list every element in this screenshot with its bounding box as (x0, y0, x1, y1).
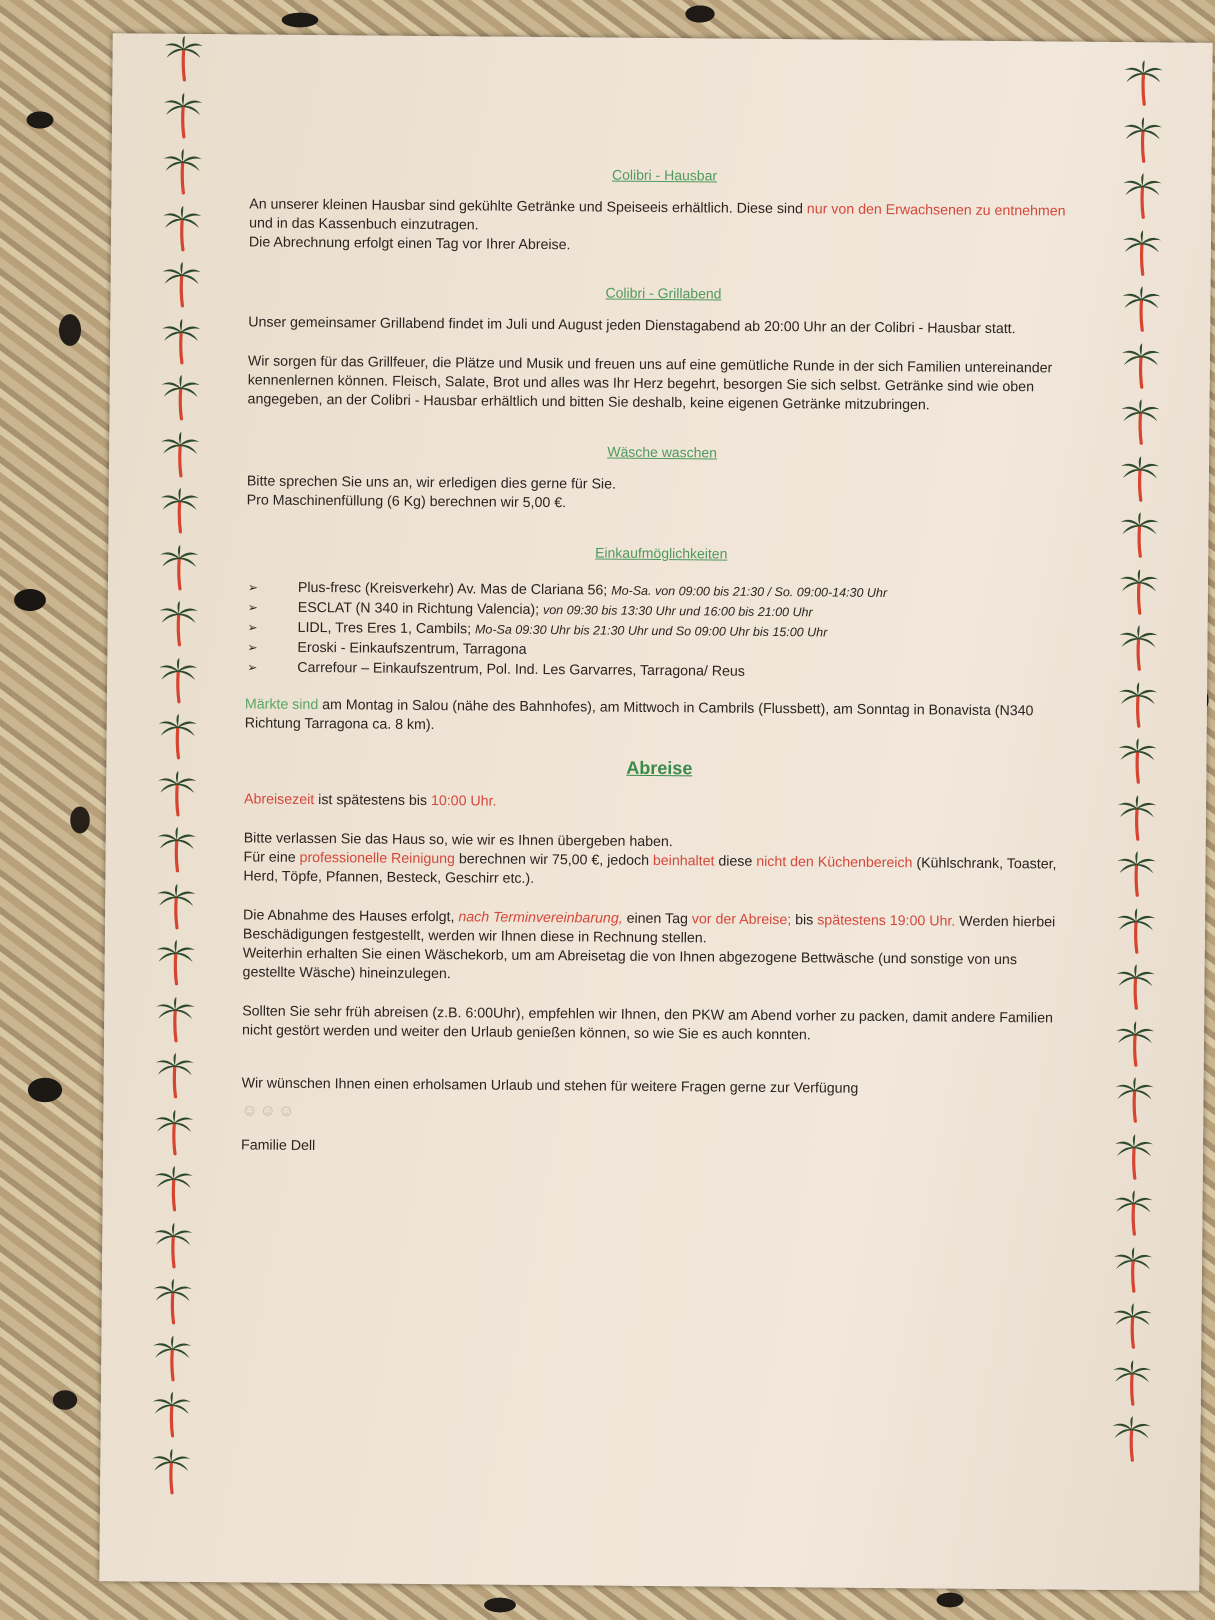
hausbar-line1-end: und in das Kassenbuch einzutragen. (249, 215, 479, 234)
palm-tree-icon (1115, 908, 1157, 954)
palm-tree-icon (1120, 343, 1162, 389)
palm-tree-icon (159, 431, 201, 477)
palm-tree-icon (155, 827, 197, 873)
grillabend-para2: Wir sorgen für das Grillfeuer, die Plätze und Musik und freuen uns auf eine gemütliche Runde in der sich Familien untereinander kennenlernen können. Fleisch, Salate, Brot und alles was Ihr Herz begehrt, besorgen Sie sich selbst. Getränke sind wie oben angegeben, an der Colibri - Hausbar erhältlich und bitten Sie deshalb, keine eigenen Getränke mitzubringen. (247, 353, 1053, 414)
palm-tree-icon (1121, 173, 1163, 219)
cleaning-text: Für eine (243, 849, 300, 866)
palm-tree-icon (152, 1222, 194, 1268)
palm-tree-icon (162, 36, 204, 82)
palm-tree-icon (1122, 60, 1164, 106)
palm-tree-icon (160, 262, 202, 308)
palm-tree-icon (1116, 738, 1158, 784)
abreise-cleaning (243, 829, 1073, 893)
hausbar-adults-only: nur von den Erwachsenen zu entnehmen (806, 201, 1066, 220)
inspection-appointment: nach Terminvereinbarung, (458, 909, 623, 927)
palm-tree-icon (156, 714, 198, 760)
shop-name: ESCLAT (N 340 in Richtung Valencia); (297, 599, 544, 619)
palm-tree-icon (152, 1166, 194, 1212)
departure-time-label: Abreisezeit (244, 791, 315, 809)
signature: Familie Dell (241, 1137, 316, 1155)
palm-tree-icon (1116, 795, 1158, 841)
inspection-latest: spätestens 19:00 Uhr. (817, 912, 956, 930)
shop-name: LIDL, Tres Eres 1, Cambils; (297, 619, 476, 638)
hausbar-line1: An unserer kleinen Hausbar sind gekühlte Getränke und Speiseeis erhältlich. Diese sind (249, 196, 807, 218)
cleaning-includes: beinhaltet (652, 852, 715, 870)
palm-tree-icon (1118, 569, 1160, 615)
palm-tree-icon (161, 149, 203, 195)
inspection-text-2: einen Tag (622, 910, 692, 928)
palm-tree-icon (1113, 1077, 1155, 1123)
palm-tree-icon (157, 657, 199, 703)
palm-tree-icon (158, 544, 200, 590)
palm-tree-icon (1117, 682, 1159, 728)
palm-tree-icon (153, 1109, 195, 1155)
bullet-arrow-icon: ➢ (247, 660, 258, 675)
palm-tree-icon (1114, 1021, 1156, 1067)
palm-tree-icon (159, 375, 201, 421)
palm-tree-icon (1118, 512, 1160, 558)
palm-tree-icon (1122, 117, 1164, 163)
inspection-text-3: bis (791, 912, 818, 929)
palm-tree-icon (153, 1053, 195, 1099)
departure-time-value: 10:00 Uhr. (430, 793, 497, 810)
waesche-line2: Pro Maschinenfüllung (6 Kg) berechnen wir 5,00 €. (246, 492, 567, 512)
palm-tree-icon (155, 883, 197, 929)
markets-detail: am Montag in Salou (nähe des Bahnhofes), am Mittwoch in Cambrils (Flussbett), am Sonntag in Bonavista (N340 Richtung Tarragona ca. 8 km). (244, 697, 1034, 734)
palm-tree-icon (1119, 399, 1161, 445)
palm-tree-icon (1115, 851, 1157, 897)
palm-tree-icon (1111, 1359, 1153, 1405)
palm-tree-icon (151, 1335, 193, 1381)
notice-sheet (99, 33, 1212, 1591)
palm-tree-icon (1117, 625, 1159, 671)
bullet-arrow-icon: ➢ (247, 600, 258, 615)
cleaning-price: berechnen wir 75,00 €, jedoch (454, 851, 654, 869)
palm-tree-icon (154, 996, 196, 1042)
palm-tree-icon (1113, 1134, 1155, 1180)
cleaning-kitchen-items: (Kühlschrank, Toaster, Herd, Töpfe, Pfannen, Besteck, Geschirr etc.). (243, 855, 1057, 887)
bullet-arrow-icon: ➢ (247, 580, 259, 595)
palm-tree-icon (158, 488, 200, 534)
abreise-early: Sollten Sie sehr früh abreisen (z.B. 6:00Uhr), empfehlen wir Ihnen, den PKW am Abend vorher zu packen, damit andere Familien nicht gestört werden und weiter den Urlaub genießen können, so wie Sie es auch konnten. (242, 1003, 1053, 1044)
inspection-before-departure: vor der Abreise; (691, 911, 792, 929)
shop-hours: Mo-Sa 09:30 Uhr bis 21:30 Uhr und So 09:00 Uhr bis 15:00 Uhr (474, 622, 828, 640)
palm-tree-icon (1112, 1246, 1154, 1292)
heading-grillabend: Colibri - Grillabend (605, 284, 722, 302)
shop-list (245, 577, 1076, 684)
palm-tree-icon (154, 940, 196, 986)
waesche-line1: Bitte sprechen Sie uns an, wir erledigen dies gerne für Sie. (246, 473, 617, 493)
cleaning-not-kitchen: nicht den Küchenbereich (756, 853, 913, 872)
palm-tree-icon (1114, 964, 1156, 1010)
palm-tree-icon (160, 318, 202, 364)
hausbar-line2: Die Abrechnung erfolgt einen Tag vor Ihrer Abreise. (248, 234, 571, 254)
shop-hours: von 09:30 bis 13:30 Uhr und 16:00 bis 21:00 Uhr (542, 603, 813, 620)
palm-tree-icon (1110, 1416, 1152, 1462)
hausbar-text (249, 195, 1079, 259)
heading-einkauf: Einkaufmöglichkeiten (595, 544, 728, 562)
palm-tree-icon (161, 205, 203, 251)
bullet-arrow-icon: ➢ (247, 640, 258, 655)
notice-content (241, 162, 1080, 1162)
smiley-icons: ☺☺☺ (241, 1102, 297, 1120)
palm-tree-icon (157, 601, 199, 647)
shop-name: Carrefour – Einkaufszentrum, Pol. Ind. Les Garvarres, Tarragona/ Reus (297, 659, 745, 680)
shop-hours: Mo-Sa. von 09:00 bis 21:30 / So. 09:00-14:30 Uhr (611, 583, 888, 601)
closing-wish: Wir wünschen Ihnen einen erholsamen Urlaub und stehen für weitere Fragen gerne zur Verfügung (241, 1075, 859, 1097)
cleaning-professional: professionelle Reinigung (299, 849, 456, 868)
laundry-basket-text: Weiterhin erhalten Sie einen Wäschekorb, um am Abreisetag die von Ihnen abgezogene Bettwäsche (und sonstige von uns gestellte Wäsche) hineinzulegen. (242, 945, 1018, 983)
abreise-leave-house: Bitte verlassen Sie das Haus so, wie wir es Ihnen übergeben haben. (243, 830, 673, 851)
shop-name: Eroski - Einkaufszentrum, Tarragona (297, 639, 527, 658)
palm-tree-icon (152, 1279, 194, 1325)
inspection-damages: Werden hierbei Beschädigungen festgestellt, werden wir Ihnen diese in Rechnung stellen. (242, 913, 1056, 947)
markets-label: Märkte sind (244, 696, 319, 714)
bullet-arrow-icon: ➢ (247, 620, 258, 635)
inspection-text: Die Abnahme des Hauses erfolgt, (243, 907, 459, 926)
heading-abreise: Abreise (626, 757, 693, 779)
palm-tree-icon (151, 1392, 193, 1438)
palm-tree-icon (150, 1448, 192, 1494)
abreise-inspection (242, 906, 1073, 989)
heading-waesche: Wäsche waschen (607, 443, 718, 461)
palm-tree-icon (1112, 1190, 1154, 1236)
palm-tree-icon (162, 92, 204, 138)
abreise-time (244, 790, 1074, 816)
waesche-text (247, 472, 1077, 517)
markets-text (245, 695, 1075, 740)
palm-tree-icon (1119, 456, 1161, 502)
heading-hausbar: Colibri - Hausbar (611, 166, 718, 184)
palm-tree-icon (1121, 230, 1163, 276)
palm-tree-icon (156, 770, 198, 816)
grillabend-para1: Unser gemeinsamer Grillabend findet im Juli und August jeden Dienstagabend ab 20:00 Uhr an der Colibri - Hausbar statt. (248, 314, 1016, 338)
palm-tree-icon (1120, 286, 1162, 332)
departure-time-text: ist spätestens bis (314, 792, 432, 810)
palm-tree-icon (1111, 1303, 1153, 1349)
cleaning-text-2: diese (714, 853, 757, 870)
shop-name: Plus-fresc (Kreisverkehr) Av. Mas de Clariana 56; (297, 579, 612, 599)
